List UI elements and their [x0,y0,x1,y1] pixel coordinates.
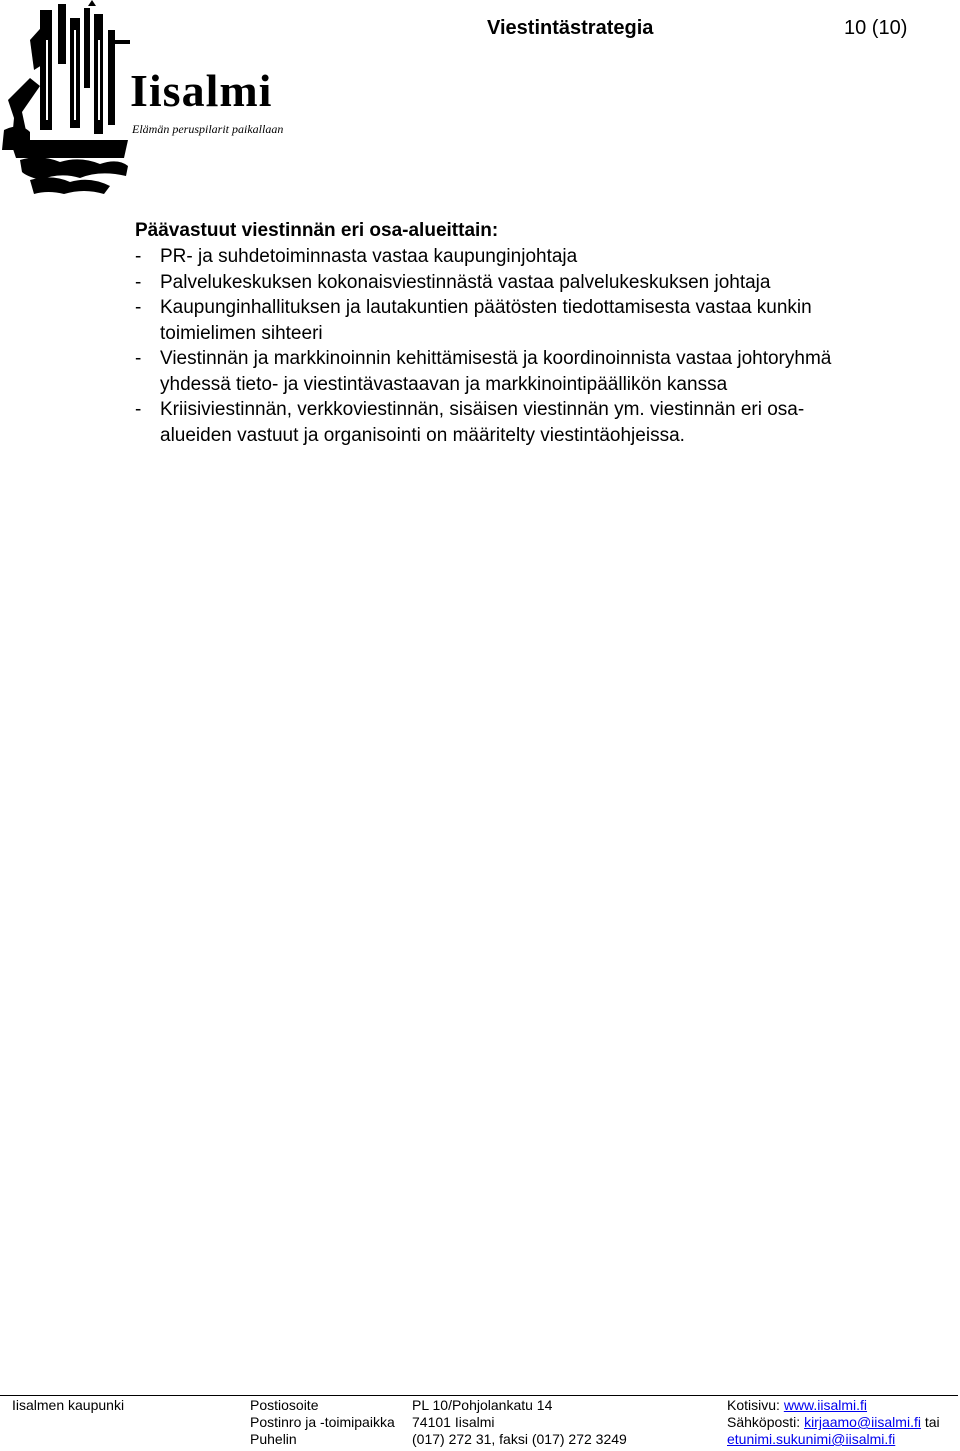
email-line-2 [727,1431,940,1448]
list-item-line: Kaupunginhallituksen ja lautakuntien päätösten tiedottamisesta vastaa kunkin [160,297,812,318]
list-item-line: Palvelukeskuksen kokonaisviestinnästä vastaa palvelukeskuksen johtaja [160,271,771,293]
page-number: 10 (10) [844,17,908,39]
list-item-line: Viestinnän ja markkinoinnin kehittämisestä ja koordinoinnista vastaa johtoryhmä [160,348,832,369]
dash-bullet: - [135,271,142,293]
email-line [727,1414,940,1431]
footer-contacts [727,1397,940,1448]
organization-name: Iisalmen kaupunki [12,1397,125,1413]
postal-address-value: PL 10/Pohjolankatu 14 [412,1397,553,1413]
footer-labels [250,1397,395,1448]
email-suffix: tai [920,1414,940,1430]
footer-organization [12,1397,124,1414]
phone-label: Puhelin [250,1431,297,1447]
dash-bullet: - [135,297,142,318]
page-footer [0,1392,960,1451]
personal-email-link[interactable]: etunimi.sukunimi@iisalmi.fi [727,1431,896,1447]
list-item-line: PR- ja suhdetoiminnasta vastaa kaupunginjohtaja [160,246,578,267]
responsibilities-section [135,218,925,448]
dash-bullet: - [135,399,142,420]
postal-code-value: 74101 Iisalmi [412,1414,495,1430]
phone-value: (017) 272 31, faksi (017) 272 3249 [412,1431,627,1447]
postal-address-label: Postiosoite [250,1397,319,1413]
dash-bullet: - [135,348,142,369]
logo-slogan: Elämän peruspilarit paikallaan [132,122,284,136]
list-item [135,270,925,296]
list-item [135,295,925,346]
list-item-line: alueiden vastuut ja organisointi on määritelty viestintäohjeissa. [160,424,685,446]
logo-wordmark: Iisalmi [130,65,273,116]
responsibility-list [135,244,925,448]
list-item-line: toimielimen sihteeri [160,322,323,344]
list-item [135,346,925,397]
homepage-line [727,1397,940,1414]
postal-code-label: Postinro ja -toimipaikka [250,1414,395,1430]
document-title: Viestintästrategia [487,17,654,39]
list-item [135,244,925,270]
dash-bullet: - [135,246,142,267]
footer-divider [0,1395,958,1396]
email-link[interactable]: kirjaamo@iisalmi.fi [804,1414,921,1430]
homepage-link[interactable]: www.iisalmi.fi [783,1397,868,1413]
list-item-line: Kriisiviestinnän, verkkoviestinnän, sisäisen viestinnän ym. viestinnän eri osa- [160,399,805,420]
list-item [135,397,925,448]
email-label: Sähköposti: [727,1414,805,1430]
homepage-label: Kotisivu: [727,1397,784,1413]
list-item-line: yhdessä tieto- ja viestintävastaavan ja markkinointipäällikön kanssa [160,373,728,395]
footer-values [412,1397,627,1448]
section-heading: Päävastuut viestinnän eri osa-alueittain: [135,220,499,241]
iisalmi-logo [0,0,284,200]
